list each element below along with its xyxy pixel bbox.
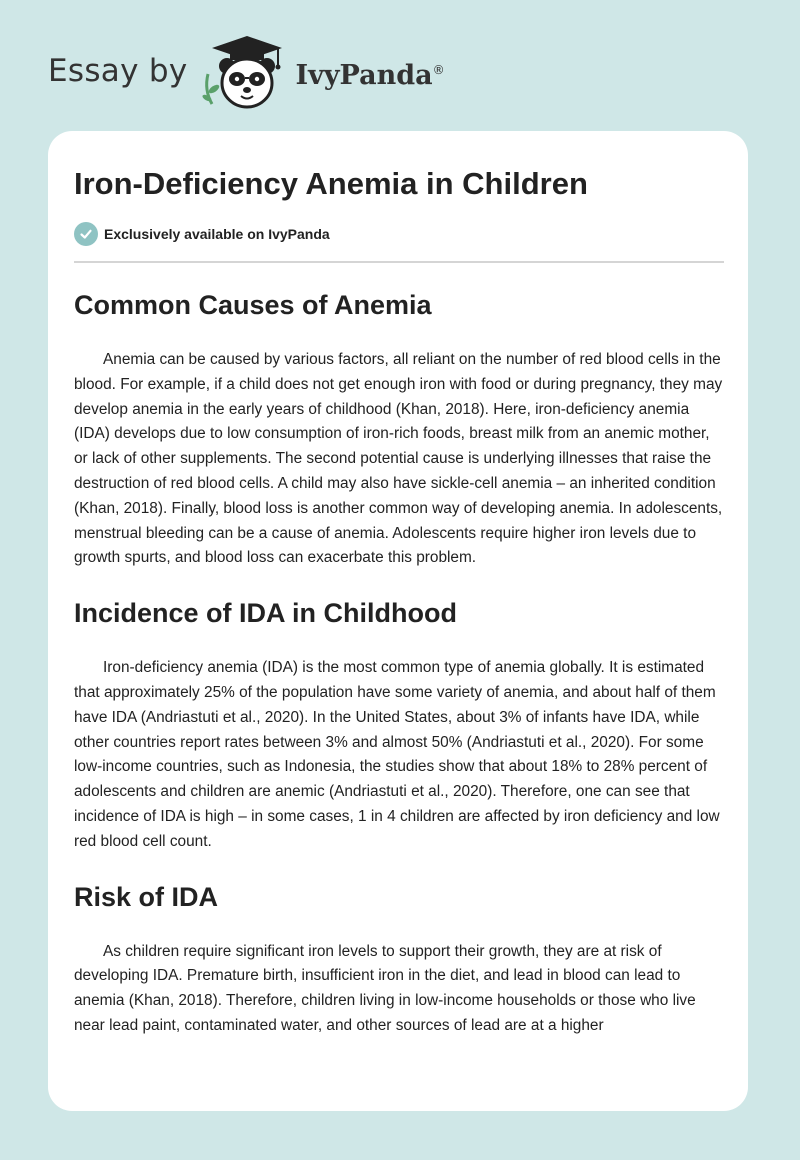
section-heading: Common Causes of Anemia bbox=[74, 290, 432, 320]
section-paragraph: As children require significant iron levels to support their growth, they are at risk of developing IDA. Premature birth, insufficient iron in the diet, and lead in blood can lead to anemia (Khan, 2018). Therefore, children living in low-income households or those who live near lead paint, contaminated water, and other sources of lead are at a higher bbox=[74, 942, 696, 1034]
brand-name[interactable] bbox=[296, 60, 445, 91]
panda-graduate-icon[interactable] bbox=[202, 34, 292, 114]
registered-mark: ® bbox=[432, 62, 445, 77]
check-circle-icon bbox=[74, 222, 98, 246]
essay-body bbox=[74, 277, 724, 1039]
title-divider bbox=[74, 261, 724, 263]
essay-card bbox=[48, 131, 748, 1111]
section-paragraph: Iron-deficiency anemia (IDA) is the most common type of anemia globally. It is estimated that approximately 25% of the population have some variety of anemia, and about half of them have IDA (Andriastuti et al., 2020). In the United States, about 3% of infants have IDA, while other countries report rates between 3% and almost 50% (Andriastuti et al., 2020). For some low-income countries, such as Indonesia, the studies show that about 18% to 28% percent of adolescents and children are anemic (Andriastuti et al., 2020). Therefore, one can see that incidence of IDA is high – in some cases, 1 in 4 children are affected by iron deficiency and low red blood cell count. bbox=[74, 659, 720, 850]
section-heading: Risk of IDA bbox=[74, 881, 219, 912]
exclusive-badge bbox=[74, 222, 330, 246]
section-heading: Incidence of IDA in Childhood bbox=[74, 598, 457, 629]
essay-by-label: Essay by bbox=[48, 53, 188, 89]
essay-title: Iron-Deficiency Anemia in Children bbox=[74, 166, 588, 201]
exclusive-label: Exclusively available on IvyPanda bbox=[104, 226, 330, 242]
section-paragraph: Anemia can be caused by various factors, all reliant on the number of red blood cells in the blood. For example, if a child does not get enough iron with food or during pregnancy, they may develop anemia in the early years of childhood (Khan, 2018). Here, iron-deficiency anemia (IDA) develops due to low consumption of iron-rich foods, breast milk from an anemic mother, or lack of other supplements. The second potential cause is underlying illnesses that raise the destruction of red blood cells. A child may also have sickle-cell anemia – an inherited condition (Khan, 2018). Finally, blood loss is another common way of developing anemia. In adolescents, menstrual bleeding can be a cause of anemia. Adolescents require higher iron levels due to growth spurts, and blood loss can exacerbate this problem. bbox=[74, 351, 723, 567]
site-header bbox=[48, 34, 445, 114]
brand-name-text: IvyPanda bbox=[295, 59, 433, 91]
